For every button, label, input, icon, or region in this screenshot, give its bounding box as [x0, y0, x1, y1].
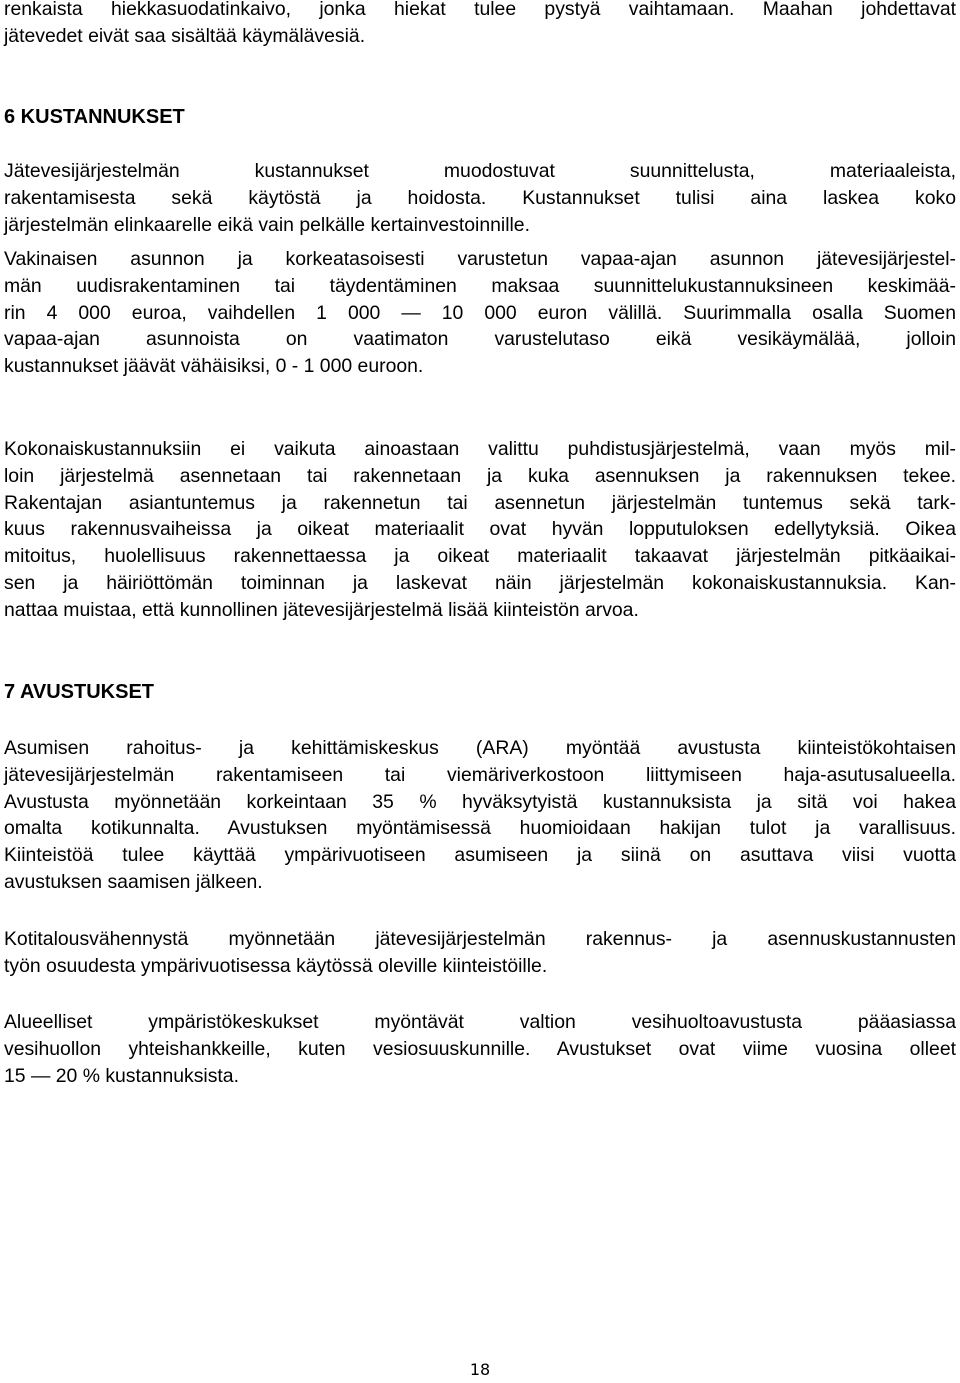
text-line: 15 — 20 % kustannuksista.: [4, 1064, 239, 1087]
paragraph: [4, 246, 956, 380]
text-line: kuus rakennusvaiheissa ja oikeat materiaalit ovat hyvän lopputuloksen edellytyksiä. Oikea: [4, 518, 956, 541]
intro-paragraph: [4, 0, 956, 50]
text-line: rin 4 000 euroa, vaihdellen 1 000 — 10 000 euron välillä. Suurimmalla osalla Suomen: [4, 301, 956, 324]
text-line: rakentamisesta sekä käytöstä ja hoidosta. Kustannukset tulisi aina laskea koko: [4, 186, 956, 209]
text-line: järjestelmän elinkaarelle eikä vain pelkälle kertainvestoinnille.: [4, 213, 530, 236]
text-line: Kotitalousvähennystä myönnetään jätevesijärjestelmän rakennus- ja asennuskustannusten: [4, 928, 956, 950]
text-line: Vakinaisen asunnon ja korkeatasoisesti varustetun vapaa-ajan asunnon jätevesijärjestel-: [4, 248, 956, 270]
text-line: jätevesijärjestelmän rakentamiseen tai viemäriverkostoon liittymiseen haja-asutusalueella.: [4, 763, 956, 786]
text-line: Alueelliset ympäristökeskukset myöntävät valtion vesihuoltoavustusta pääasiassa: [4, 1011, 956, 1033]
text-line: renkaista hiekkasuodatinkaivo, jonka hiekat tulee pystyä vaihtamaan. Maahan johdettavat: [4, 0, 956, 20]
text-line: vapaa-ajan asunnoista on vaatimaton varustelutaso eikä vesikäymälää, jolloin: [4, 328, 956, 351]
text-line: sen ja häiriöttömän toiminnan ja laskevat näin järjestelmän kokonaiskustannuksia. Kan-: [4, 571, 956, 594]
text-line: Kiinteistöä tulee käyttää ympärivuotiseen asumiseen ja siinä on asuttava viisi vuotta: [4, 844, 956, 867]
text-line: Avustusta myönnetään korkeintaan 35 % hyväksytyistä kustannuksista ja sitä voi hakea: [4, 790, 956, 813]
text-line: kustannukset jäävät vähäisiksi, 0 - 1 000 euroon.: [4, 355, 424, 378]
text-line: loin järjestelmä asennetaan tai rakennetaan ja kuka asennuksen ja rakennuksen tekee.: [4, 464, 956, 487]
text-line: Jätevesijärjestelmän kustannukset muodostuvat suunnittelusta, materiaaleista,: [4, 160, 956, 182]
paragraph: [4, 436, 956, 624]
section-heading-avustukset: 7 AVUSTUKSET: [4, 681, 155, 703]
text-line: työn osuudesta ympärivuotisessa käytössä oleville kiinteistöille.: [4, 954, 548, 977]
text-line: avustuksen saamisen jälkeen.: [4, 870, 263, 893]
text-line: omalta kotikunnalta. Avustuksen myöntämisessä huomioidaan hakijan tulot ja varallisuus.: [4, 817, 956, 840]
text-line: Rakentajan asiantuntemus ja rakennetun tai asennetun järjestelmän tuntemus sekä tark-: [4, 491, 956, 514]
text-line: vesihuollon yhteishankkeille, kuten vesiosuuskunnille. Avustukset ovat viime vuosina olleet: [4, 1037, 956, 1060]
paragraph: [4, 1009, 956, 1089]
section-heading-kustannukset: 6 KUSTANNUKSET: [4, 106, 185, 128]
text-line: mitoitus, huolellisuus rakennettaessa ja oikeat materiaalit takaavat järjestelmän pitkäaikai-: [4, 545, 956, 568]
paragraph: [4, 735, 956, 896]
text-line: Asumisen rahoitus- ja kehittämiskeskus (ARA) myöntää avustusta kiinteistökohtaisen: [4, 737, 956, 759]
page-number: 18: [469, 1360, 491, 1379]
text-line: män uudisrakentaminen tai täydentäminen maksaa suunnittelukustannuksineen keskimää-: [4, 274, 956, 297]
text-line: Kokonaiskustannuksiin ei vaikuta ainoastaan valittu puhdistusjärjestelmä, vaan myös mil-: [4, 438, 956, 460]
paragraph: [4, 926, 956, 980]
text-line: jätevedet eivät saa sisältää käymälävesiä.: [4, 24, 366, 47]
text-line: nattaa muistaa, että kunnollinen jätevesijärjestelmä lisää kiinteistön arvoa.: [4, 598, 639, 621]
paragraph: [4, 158, 956, 238]
